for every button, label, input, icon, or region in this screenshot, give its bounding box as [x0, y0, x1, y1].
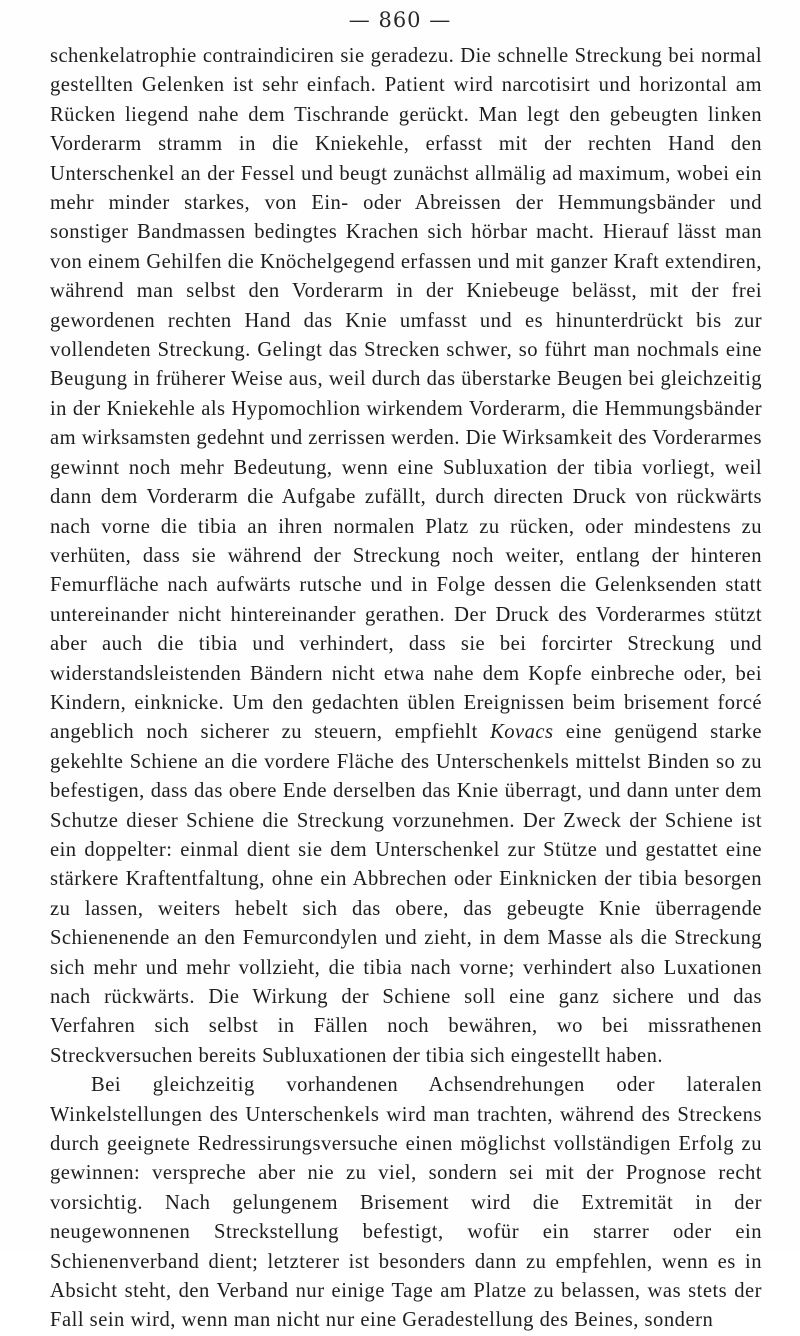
- paragraph: [50, 42, 762, 1071]
- cited-author: Kovacs: [490, 721, 554, 744]
- paragraph-text: eine genügend starke gekehlte Schiene an die vordere Fläche des Unterschenkels mittelst Binden so zu befestigen, dass das obere Ende derselben das Knie überragt, und dann unter dem Schutze dieser Schiene die Streckung vorzunehmen. Der Zweck der Schiene ist ein doppelter: einmal dient sie dem Unterschenkel zur Stütze und gestattet eine stärkere Kraftentfaltung, ohne ein Abbrechen oder Einknicken der tibia besorgen zu lassen, weiters hebelt sich das obere, das gebeugte Knie überragende Schienenende an den Femurcondylen und zieht, in dem Masse als die Streckung sich mehr und mehr vollzieht, die tibia nach vorne; verhindert also Luxationen nach rückwärts. Die Wirkung der Schiene soll eine ganz sichere und das Verfahren sich selbst in Fällen noch bewähren, wo bei missrathenen Streckversuchen bereits Subluxationen der tibia sich eingestellt haben.: [50, 721, 762, 1067]
- page-body: [50, 42, 762, 1336]
- paragraph: Bei gleichzeitig vorhandenen Achsendrehungen oder lateralen Winkelstellungen des Unterschenkels wird man trachten, während des Streckens durch geeignete Redressirungsversuche einen möglichst vollständigen Erfolg zu gewinnen: verspreche aber nie zu viel, sondern sei mit der Prognose recht vorsichtig. Nach gelungenem Brisement wird die Extremität in der neugewonnenen Streckstellung befestigt, wofür ein starrer oder ein Schienenverband dient; letzterer ist besonders dann zu empfehlen, wenn es in Absicht steht, den Verband nur einige Tage am Platze zu belassen, was stets der Fall sein wird, wenn man nicht nur eine Geradestellung des Beines, sondern: [50, 1074, 762, 1332]
- paragraph-text: schenkelatrophie contraindiciren sie geradezu. Die schnelle Streckung bei normal gestellten Gelenken ist sehr einfach. Patient wird narcotisirt und horizontal am Rücken liegend nahe dem Tischrande gerückt. Man legt den gebeugten linken Vorderarm stramm in die Kniekehle, erfasst mit der rechten Hand den Unterschenkel an der Fessel und beugt zunächst allmälig ad maximum, wobei ein mehr minder starkes, von Ein- oder Abreissen der Hemmungsbänder und sonstiger Bandmassen bedingtes Krachen sich hörbar macht. Hierauf lässt man von einem Gehilfen die Knöchelgegend erfassen und mit ganzer Kraft extendiren, während man selbst den Vorderarm in der Kniebeuge belässt, mit der frei gewordenen rechten Hand das Knie umfasst und es hinunterdrückt bis zur vollendeten Streckung. Gelingt das Strecken schwer, so führt man nochmals eine Beugung in früherer Weise aus, weil durch das überstarke Beugen bei gleichzeitig in der Kniekehle als Hypomochlion wirkendem Vorderarm, die Hemmungsbänder am wirksamsten gedehnt und zerrissen werden. Die Wirksamkeit des Vorderarmes gewinnt noch mehr Bedeutung, wenn eine Subluxation der tibia vorliegt, weil dann dem Vorderarm die Aufgabe zufällt, durch directen Druck von rückwärts nach vorne die tibia an ihren normalen Platz zu rücken, oder mindestens zu verhüten, dass sie während der Streckung noch weiter, entlang der hinteren Femurfläche nach aufwärts rutsche und in Folge dessen die Gelenksenden statt untereinander nicht hintereinander gerathen. Der Druck des Vorderarmes stützt aber auch die tibia und verhindert, dass sie bei forcirter Streckung und widerstandsleistenden Bändern nicht etwa nahe dem Kopfe einbreche oder, bei Kindern, einknicke. Um den gedachten üblen Ereignissen beim brisement forcé angeblich noch sicherer zu steuern, empfiehlt: [50, 45, 762, 744]
- page-number: — 860 —: [348, 8, 452, 32]
